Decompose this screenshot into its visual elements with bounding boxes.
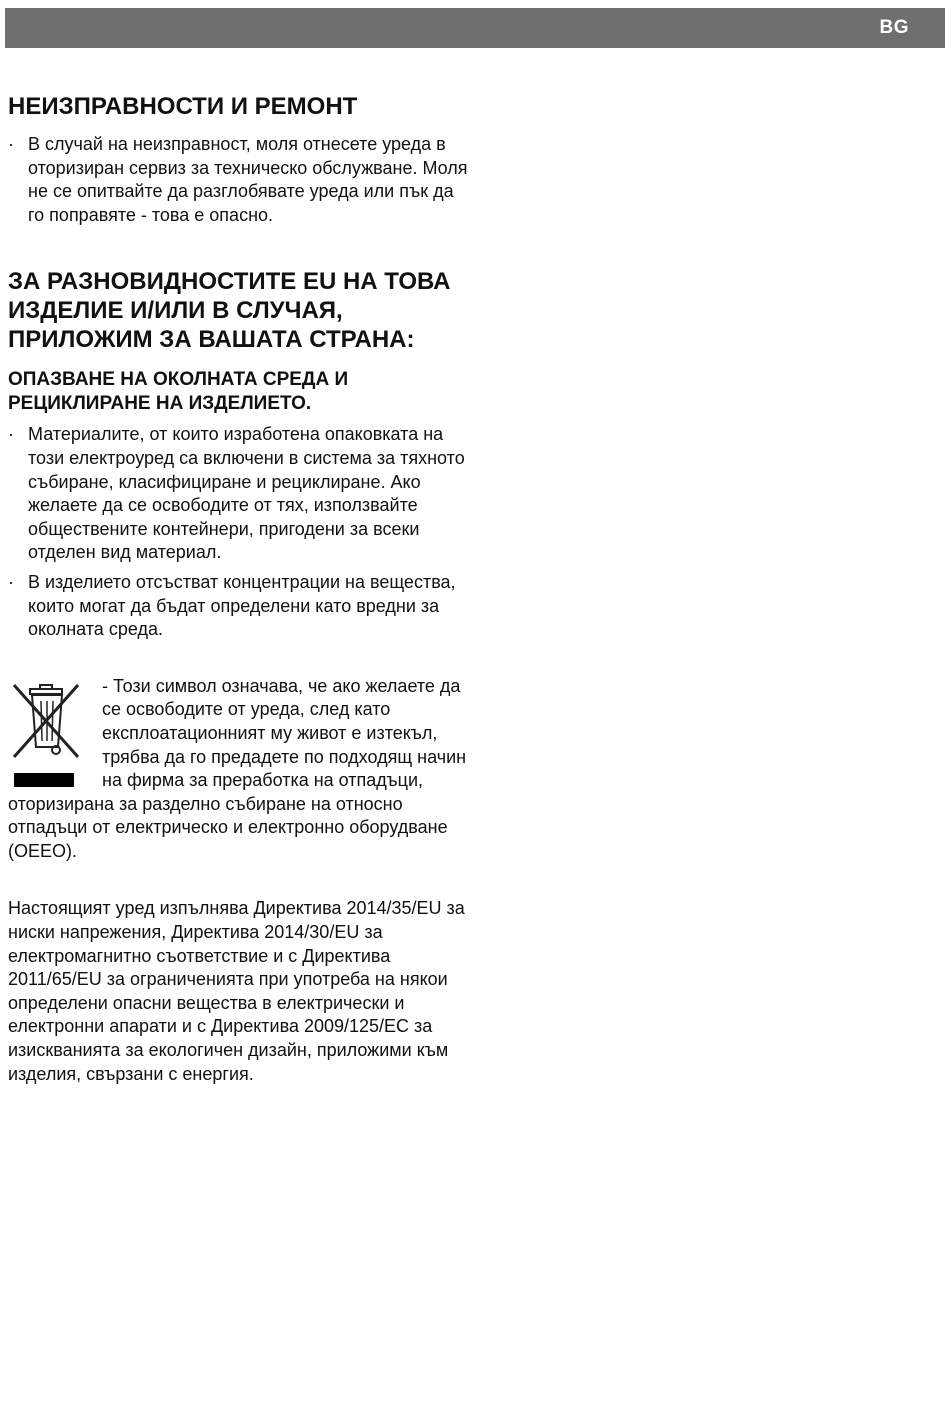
- environment-bullet-1-text: Материалите, от които изработена опаковката на този електроуред са включени в система за тяхното събиране, класифициране и рециклиране. Ако желаете да се освободите от тях, използвайте обществените контейнери, пригодени за всеки отделен вид материал.: [28, 424, 465, 563]
- directive-paragraph: Настоящият уред изпълнява Директива 2014/35/EU за ниски напрежения, Директива 2014/30/EU за електромагнитно съответствие и с Директива 2011/65/EU за ограниченията при употреба на някои определени опасни вещества в електрически и електронни апарати и с Директива 2009/125/ЕС за изискванията за екологичен дизайн, приложими към изделия, свързани с енергия.: [8, 898, 465, 1084]
- bullet-dot: ·: [8, 571, 14, 592]
- weee-block: [8, 675, 468, 864]
- document-content: [8, 92, 468, 1086]
- subtitle-environment: ОПАЗВАНЕ НА ОКОЛНАТА СРЕДА И РЕЦИКЛИРАНЕ НА ИЗДЕЛИЕТО.: [8, 369, 349, 414]
- crossed-out-wheelie-bin-icon: [8, 677, 84, 789]
- environment-bullet-1: [8, 423, 468, 565]
- environment-bullet-2-text: В изделието отсъстват концентрации на вещества, които могат да бъдат определени като вредни за околната среда.: [28, 571, 456, 640]
- bullet-dot: ·: [8, 424, 14, 445]
- language-code: BG: [879, 17, 909, 38]
- section-title-eu: ЗА РАЗНОВИДНОСТИТЕ EU НА ТОВА ИЗДЕЛИЕ И/ИЛИ В СЛУЧАЯ, ПРИЛОЖИМ ЗА ВАШАТА СТРАНА:: [8, 268, 451, 354]
- bullet-dot: ·: [8, 134, 14, 154]
- environment-bullet-2: [8, 571, 468, 642]
- repair-bullet: [8, 133, 468, 227]
- header-bar: [5, 8, 945, 48]
- repair-bullet-text: В случай на неизправност, моля отнесете уреда в оторизиран сервиз за техническо обслужване. Моля не се опитвайте да разглобявате уреда или пък да го поправяте - това е опасно.: [28, 134, 468, 225]
- weee-text: - Този символ означава, че ако желаете да се освободите от уреда, след като експлоатационният му живот е изтекъл, трябва да го предадете по подходящ начин на фирма за преработка на отпадъци, оторизирана за разделно събиране на относно отпадъци от електрическо и електронно оборудване (ОЕЕО).: [8, 675, 467, 861]
- section-title-repair: НЕИЗПРАВНОСТИ И РЕМОНТ: [8, 93, 358, 120]
